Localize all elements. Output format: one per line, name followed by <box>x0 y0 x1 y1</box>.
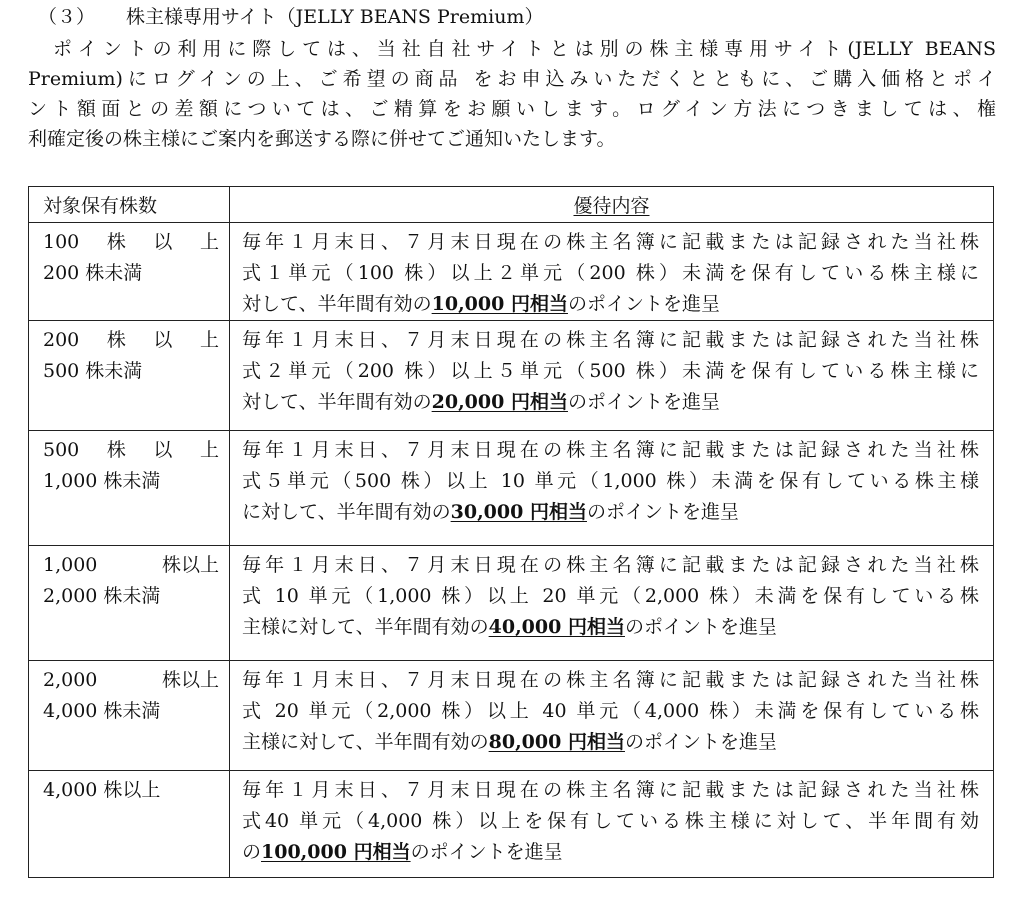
range-lower-part: 上 <box>199 439 219 461</box>
range-lower-part: 以 <box>153 329 173 351</box>
range-lower: 4,000 株以上 <box>43 779 161 801</box>
desc-prefix: 対して、半年間有効の <box>242 293 432 315</box>
range-lower <box>43 325 219 356</box>
range-lower-part: 株 <box>106 439 126 461</box>
point-amount: 40,000 円相当 <box>488 616 625 638</box>
benefit-description-cell <box>230 321 994 431</box>
range-upper: 2,000 株未満 <box>43 585 161 607</box>
desc-line: 式 10 単元（1,000 株）以上 20 単元（2,000 株）未満を保有している株 <box>242 585 979 607</box>
range-lower-part: 以 <box>153 439 173 461</box>
shares-range-cell <box>29 771 230 878</box>
desc-line: 式２単元（200 株）以上５単元（500 株）未満を保有している株主様に <box>242 360 979 382</box>
range-lower <box>43 665 219 696</box>
section-title: 株主様専用サイト（JELLY BEANS Premium） <box>126 6 544 28</box>
range-lower <box>43 227 219 258</box>
range-lower-part: 500 <box>43 439 80 461</box>
table-row <box>29 546 994 661</box>
table-row <box>29 223 994 321</box>
benefit-description-cell <box>230 431 994 546</box>
desc-line: 毎年１月末日、７月末日現在の株主名簿に記載または記録された当社株 <box>242 669 979 691</box>
section-heading <box>38 2 1008 32</box>
range-lower-part: 株 <box>106 231 126 253</box>
table-row <box>29 321 994 431</box>
table-row <box>29 771 994 878</box>
point-amount: 30,000 円相当 <box>450 501 587 523</box>
benefit-description-cell <box>230 661 994 771</box>
desc-line <box>242 612 979 643</box>
desc-suffix: のポイントを進呈 <box>567 391 720 413</box>
benefit-description-cell <box>230 771 994 878</box>
desc-line: 毎年１月末日、７月末日現在の株主名簿に記載または記録された当社株 <box>242 554 979 576</box>
desc-line <box>242 289 979 320</box>
shares-range-cell <box>29 546 230 661</box>
intro-paragraph <box>28 34 996 154</box>
range-upper: 500 株未満 <box>43 360 143 382</box>
range-lower-part: 株 <box>106 329 126 351</box>
range-lower-part: 株以上 <box>161 554 219 576</box>
desc-suffix: のポイントを進呈 <box>586 501 739 523</box>
desc-suffix: のポイントを進呈 <box>624 616 777 638</box>
range-lower <box>43 550 219 581</box>
range-lower <box>43 435 219 466</box>
desc-line: 式１単元（100 株）以上２単元（200 株）未満を保有している株主様に <box>242 262 979 284</box>
desc-suffix: のポイントを進呈 <box>410 841 563 863</box>
benefits-table <box>28 186 994 878</box>
desc-prefix: 対して、半年間有効の <box>242 391 432 413</box>
desc-line: 毎年１月末日、７月末日現在の株主名簿に記載または記録された当社株 <box>242 439 979 461</box>
desc-prefix: 主様に対して、半年間有効の <box>242 731 489 753</box>
header-shares: 対象保有株数 <box>29 187 230 223</box>
range-lower-part: 100 <box>43 231 80 253</box>
desc-line: 式５単元（500 株）以上 10 単元（1,000 株）未満を保有している株主様 <box>242 470 979 492</box>
header-benefit-label: 優待内容 <box>573 195 650 217</box>
range-upper: 1,000 株未満 <box>43 470 161 492</box>
desc-line <box>242 837 979 868</box>
desc-line: 式 20 単元（2,000 株）以上 40 単元（4,000 株）未満を保有している株 <box>242 700 979 722</box>
point-amount: 100,000 円相当 <box>261 841 411 863</box>
desc-line <box>242 387 979 418</box>
range-upper: 200 株未満 <box>43 262 143 284</box>
desc-line: 毎年１月末日、７月末日現在の株主名簿に記載または記録された当社株 <box>242 329 979 351</box>
desc-line: 式40 単元（4,000 株）以上を保有している株主様に対して、半年間有効 <box>242 810 979 832</box>
range-lower-part: 200 <box>43 329 80 351</box>
table-header-row <box>29 187 994 223</box>
desc-suffix: のポイントを進呈 <box>567 293 720 315</box>
paragraph-line: 利確定後の株主様にご案内を郵送する際に併せてご通知いたします。 <box>28 128 616 150</box>
desc-prefix: 主様に対して、半年間有効の <box>242 616 489 638</box>
point-amount: 80,000 円相当 <box>488 731 625 753</box>
desc-line: 毎年１月末日、７月末日現在の株主名簿に記載または記録された当社株 <box>242 231 979 253</box>
shares-range-cell <box>29 223 230 321</box>
point-amount: 10,000 円相当 <box>431 293 568 315</box>
range-lower-part: 2,000 <box>43 669 98 691</box>
range-lower-part: 上 <box>199 231 219 253</box>
range-lower-part: 1,000 <box>43 554 98 576</box>
paragraph-line: Premium)にログインの上、ご希望の商品 をお申込みいただくとともに、ご購入価格とポイ <box>28 68 996 90</box>
paragraph-line: ポイントの利用に際しては、当社自社サイトとは別の株主様専用サイト(JELLY BEANS <box>53 38 996 60</box>
benefit-description-cell <box>230 223 994 321</box>
desc-line <box>242 497 979 528</box>
range-lower-part: 以 <box>153 231 173 253</box>
shares-range-cell <box>29 661 230 771</box>
point-amount: 20,000 円相当 <box>431 391 568 413</box>
paragraph-line: ント額面との差額については、ご精算をお願いします。ログイン方法につきましては、権 <box>28 98 996 120</box>
shares-range-cell <box>29 431 230 546</box>
desc-line <box>242 727 979 758</box>
desc-prefix: の <box>242 841 262 863</box>
shares-range-cell <box>29 321 230 431</box>
desc-suffix: のポイントを進呈 <box>624 731 777 753</box>
header-benefit <box>230 187 994 223</box>
section-number: （３） <box>38 6 96 28</box>
desc-prefix: に対して、半年間有効の <box>242 501 451 523</box>
table-row <box>29 431 994 546</box>
range-lower-part: 上 <box>199 329 219 351</box>
range-upper: 4,000 株未満 <box>43 700 161 722</box>
desc-line: 毎年１月末日、７月末日現在の株主名簿に記載または記録された当社株 <box>242 779 979 801</box>
range-lower-part: 株以上 <box>161 669 219 691</box>
table-row <box>29 661 994 771</box>
benefit-description-cell <box>230 546 994 661</box>
